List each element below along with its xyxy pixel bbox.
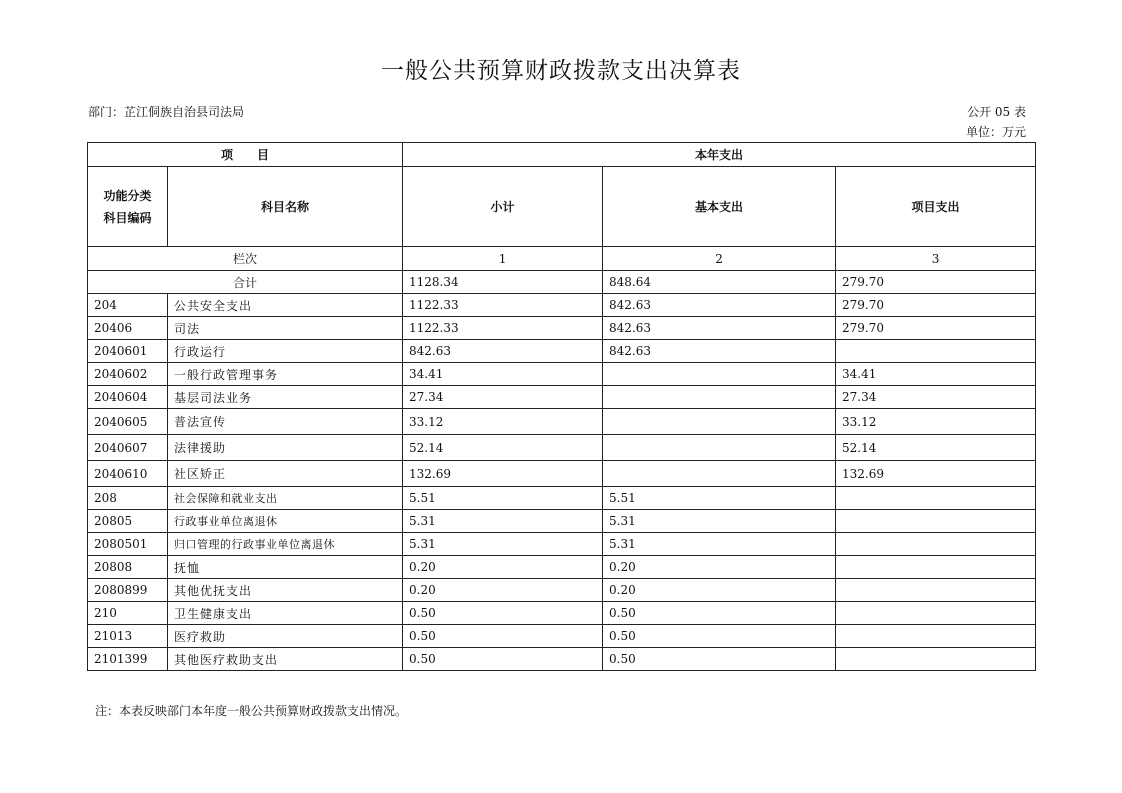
subject-name-cell: 社会保障和就业支出	[168, 487, 403, 510]
basic-cell: 842.63	[603, 340, 836, 363]
subtotal-cell: 27.34	[403, 386, 603, 409]
code-cell: 2040605	[88, 409, 168, 435]
table-row	[88, 294, 1036, 317]
subtotal-cell: 0.50	[403, 625, 603, 648]
table-row	[88, 510, 1036, 533]
code-cell: 2040601	[88, 340, 168, 363]
basic-cell	[603, 435, 836, 461]
header-current-year: 本年支出	[403, 143, 1036, 167]
project-cell: 33.12	[836, 409, 1036, 435]
subject-name-cell: 一般行政管理事务	[168, 363, 403, 386]
basic-cell: 0.50	[603, 625, 836, 648]
table-row	[88, 602, 1036, 625]
header-project-exp: 项目支出	[836, 167, 1036, 247]
basic-cell: 5.31	[603, 510, 836, 533]
department-label: 部门：芷江侗族自治县司法局	[88, 105, 245, 119]
header-subtotal: 小计	[403, 167, 603, 247]
code-cell: 20808	[88, 556, 168, 579]
code-cell: 204	[88, 294, 168, 317]
subject-name-cell: 其他优抚支出	[168, 579, 403, 602]
project-cell: 132.69	[836, 461, 1036, 487]
project-cell	[836, 510, 1036, 533]
table-row	[88, 579, 1036, 602]
table-row	[88, 386, 1036, 409]
subtotal-cell: 0.20	[403, 556, 603, 579]
subtotal-cell: 52.14	[403, 435, 603, 461]
column-index-3: 3	[836, 247, 1036, 271]
column-index-2: 2	[603, 247, 836, 271]
basic-cell: 842.63	[603, 294, 836, 317]
total-subtotal: 1128.34	[403, 271, 603, 294]
total-project: 279.70	[836, 271, 1036, 294]
subtotal-cell: 1122.33	[403, 294, 603, 317]
total-basic: 848.64	[603, 271, 836, 294]
project-cell	[836, 487, 1036, 510]
subject-name-cell: 医疗救助	[168, 625, 403, 648]
code-cell: 2080501	[88, 533, 168, 556]
column-index-1: 1	[403, 247, 603, 271]
basic-cell: 5.31	[603, 533, 836, 556]
basic-cell	[603, 461, 836, 487]
basic-cell: 0.20	[603, 556, 836, 579]
subtotal-cell: 0.20	[403, 579, 603, 602]
subject-name-cell: 公共安全支出	[168, 294, 403, 317]
table-row	[88, 409, 1036, 435]
table-row	[88, 435, 1036, 461]
footnote: 注：本表反映部门本年度一般公共预算财政拨款支出情况。	[95, 704, 408, 718]
header-func-code-line2: 科目编码	[103, 210, 152, 225]
basic-cell	[603, 363, 836, 386]
header-basic: 基本支出	[603, 167, 836, 247]
table-row	[88, 487, 1036, 510]
table-row	[88, 625, 1036, 648]
subtotal-cell: 33.12	[403, 409, 603, 435]
basic-cell: 0.50	[603, 602, 836, 625]
subject-name-cell: 司法	[168, 317, 403, 340]
basic-cell: 842.63	[603, 317, 836, 340]
project-cell: 52.14	[836, 435, 1036, 461]
subject-name-cell: 抚恤	[168, 556, 403, 579]
code-cell: 21013	[88, 625, 168, 648]
header-row-index	[88, 247, 1036, 271]
subtotal-cell: 0.50	[403, 648, 603, 671]
subject-name-cell: 卫生健康支出	[168, 602, 403, 625]
subtotal-cell: 5.51	[403, 487, 603, 510]
header-func-code-line1: 功能分类	[103, 188, 152, 203]
project-cell	[836, 533, 1036, 556]
subject-name-cell: 行政事业单位离退休	[168, 510, 403, 533]
code-cell: 208	[88, 487, 168, 510]
unit-label: 单位：万元	[965, 125, 1026, 139]
basic-cell	[603, 386, 836, 409]
subject-name-cell: 社区矫正	[168, 461, 403, 487]
table-row	[88, 648, 1036, 671]
table-row	[88, 461, 1036, 487]
code-cell: 2101399	[88, 648, 168, 671]
table-row	[88, 363, 1036, 386]
header-project: 项 目	[88, 143, 403, 167]
header-func-code	[88, 167, 168, 247]
subtotal-cell: 842.63	[403, 340, 603, 363]
subject-name-cell: 基层司法业务	[168, 386, 403, 409]
basic-cell: 5.51	[603, 487, 836, 510]
total-label: 合计	[88, 271, 403, 294]
subject-name-cell: 归口管理的行政事业单位离退休	[168, 533, 403, 556]
project-cell	[836, 625, 1036, 648]
code-cell: 2040610	[88, 461, 168, 487]
table-row	[88, 556, 1036, 579]
project-cell	[836, 579, 1036, 602]
project-cell: 279.70	[836, 294, 1036, 317]
code-cell: 2040602	[88, 363, 168, 386]
column-index-label: 栏次	[88, 247, 403, 271]
table-row	[88, 317, 1036, 340]
subject-name-cell: 行政运行	[168, 340, 403, 363]
code-cell: 210	[88, 602, 168, 625]
subtotal-cell: 132.69	[403, 461, 603, 487]
form-number: 公开 05 表	[967, 105, 1026, 119]
header-row-columns	[88, 167, 1036, 247]
subtotal-cell: 5.31	[403, 510, 603, 533]
code-cell: 20406	[88, 317, 168, 340]
project-cell	[836, 556, 1036, 579]
budget-table	[87, 142, 1036, 671]
subtotal-cell: 1122.33	[403, 317, 603, 340]
subject-name-cell: 其他医疗救助支出	[168, 648, 403, 671]
project-cell: 27.34	[836, 386, 1036, 409]
project-cell	[836, 340, 1036, 363]
code-cell: 2040607	[88, 435, 168, 461]
table-row	[88, 533, 1036, 556]
total-row	[88, 271, 1036, 294]
basic-cell: 0.20	[603, 579, 836, 602]
header-subject-name: 科目名称	[168, 167, 403, 247]
code-cell: 20805	[88, 510, 168, 533]
header-row-group	[88, 143, 1036, 167]
code-cell: 2080899	[88, 579, 168, 602]
project-cell: 279.70	[836, 317, 1036, 340]
subject-name-cell: 法律援助	[168, 435, 403, 461]
code-cell: 2040604	[88, 386, 168, 409]
subtotal-cell: 5.31	[403, 533, 603, 556]
project-cell	[836, 648, 1036, 671]
subtotal-cell: 0.50	[403, 602, 603, 625]
table-row	[88, 340, 1036, 363]
basic-cell	[603, 409, 836, 435]
subject-name-cell: 普法宣传	[168, 409, 403, 435]
basic-cell: 0.50	[603, 648, 836, 671]
project-cell	[836, 602, 1036, 625]
page-title: 一般公共预算财政拨款支出决算表	[381, 58, 741, 84]
subtotal-cell: 34.41	[403, 363, 603, 386]
project-cell: 34.41	[836, 363, 1036, 386]
